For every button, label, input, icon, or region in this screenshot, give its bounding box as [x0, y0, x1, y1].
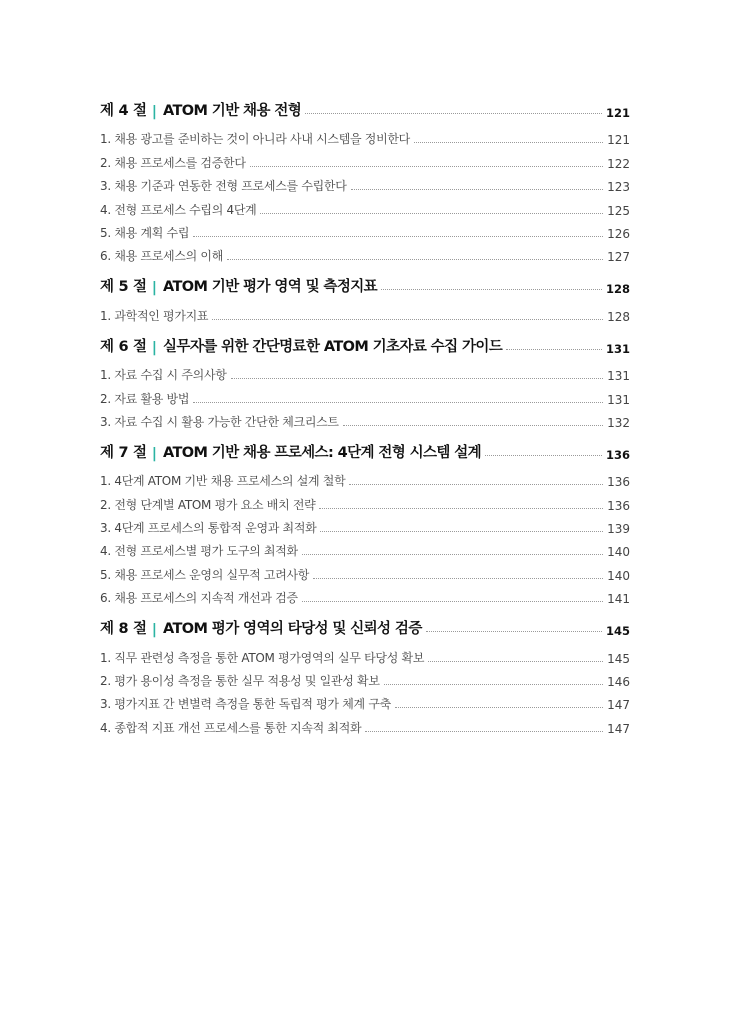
toc-entry[interactable]: [100, 536, 630, 559]
entry-page-number: 127: [607, 250, 630, 265]
entry-title: 5. 채용 프로세스 운영의 실무적 고려사항: [100, 567, 310, 582]
dot-leader: [231, 378, 604, 379]
dot-leader: [250, 166, 603, 167]
section-7-heading[interactable]: [100, 436, 630, 462]
toc-entry[interactable]: [100, 383, 630, 406]
section-label: 제 4 절: [100, 103, 147, 119]
toc-entry[interactable]: [100, 300, 630, 323]
entry-page-number: 136: [607, 498, 630, 513]
dot-leader: [319, 508, 603, 509]
section-label: 제 6 절: [100, 338, 147, 355]
entry-title: 3. 채용 기준과 연동한 전형 프로세스를 수립한다: [100, 179, 347, 194]
section-title: 실무자를 위한 간단명료한 ATOM 기초자료 수집 가이드: [163, 338, 503, 355]
section-page-number: 121: [605, 106, 630, 120]
entry-page-number: 146: [607, 675, 630, 690]
toc-entry[interactable]: [100, 666, 630, 689]
section-label: 제 8 절: [100, 621, 147, 638]
entry-page-number: 128: [607, 309, 630, 324]
entry-title: 1. 직무 관련성 측정을 통한 ATOM 평가영역의 실무 타당성 확보: [100, 650, 425, 665]
entry-page-number: 131: [607, 392, 630, 407]
toc-entry[interactable]: [100, 559, 630, 582]
entry-page-number: 140: [607, 545, 630, 560]
entry-page-number: 131: [607, 369, 630, 384]
toc-entry[interactable]: [100, 466, 630, 489]
entry-title: 1. 자료 수집 시 주의사항: [100, 368, 227, 383]
dot-leader: [485, 455, 602, 456]
entry-page-number: 126: [607, 226, 630, 241]
entry-title: 6. 채용 프로세스의 지속적 개선과 검증: [100, 591, 298, 606]
dot-leader: [260, 213, 603, 214]
entry-title: 3. 4단계 프로세스의 통합적 운영과 최적화: [100, 521, 317, 536]
entry-page-number: 147: [607, 721, 630, 736]
dot-leader: [384, 684, 603, 685]
section-divider-bar: |: [151, 445, 157, 462]
entry-title: 1. 4단계 ATOM 기반 채용 프로세스의 설계 철학: [100, 474, 346, 489]
dot-leader: [426, 631, 602, 632]
entry-title: 2. 평가 용이성 측정을 통한 실무 적용성 및 일관성 확보: [100, 674, 380, 689]
section-title: ATOM 기반 채용 프로세스: 4단계 전형 시스템 설계: [163, 444, 482, 461]
entry-page-number: 122: [607, 156, 630, 171]
dot-leader: [313, 578, 603, 579]
entry-title: 6. 채용 프로세스의 이해: [100, 249, 224, 264]
dot-leader: [395, 707, 603, 708]
section-5-heading[interactable]: [100, 270, 630, 296]
entry-page-number: 136: [607, 475, 630, 490]
toc-entry[interactable]: [100, 583, 630, 606]
section-8-heading[interactable]: [100, 612, 630, 638]
toc-entry[interactable]: [100, 147, 630, 170]
entry-page-number: 141: [607, 592, 630, 607]
section-title: ATOM 기반 평가 영역 및 측정지표: [163, 279, 378, 296]
entry-title: 4. 종합적 지표 개선 프로세스를 통한 지속적 최적화: [100, 720, 362, 735]
toc-entry[interactable]: [100, 642, 630, 665]
toc-entry[interactable]: [100, 360, 630, 383]
entry-page-number: 139: [607, 522, 630, 537]
dot-leader: [212, 319, 603, 320]
toc-entry[interactable]: [100, 194, 630, 217]
toc-entry[interactable]: [100, 712, 630, 735]
entry-page-number: 132: [607, 415, 630, 430]
entry-title: 1. 채용 광고를 준비하는 것이 아니라 사내 시스템을 정비한다: [100, 132, 410, 147]
entry-title: 2. 자료 활용 방법: [100, 391, 190, 406]
toc-entry[interactable]: [100, 241, 630, 264]
entry-page-number: 145: [607, 651, 630, 666]
entry-title: 2. 채용 프로세스를 검증한다: [100, 155, 246, 170]
toc-entry[interactable]: [100, 489, 630, 512]
dot-leader: [302, 554, 603, 555]
entry-title: 4. 전형 프로세스 수립의 4단계: [100, 202, 257, 217]
entry-title: 5. 채용 계획 수립: [100, 225, 190, 240]
section-divider-bar: |: [151, 622, 157, 639]
toc-entry[interactable]: [100, 689, 630, 712]
dot-leader: [351, 189, 604, 190]
dot-leader: [227, 259, 603, 260]
section-label: 제 7 절: [100, 444, 147, 461]
dot-leader: [349, 484, 603, 485]
section-page-number: 128: [605, 282, 630, 297]
section-divider-bar: |: [151, 280, 157, 297]
dot-leader: [428, 661, 603, 662]
toc-entry[interactable]: [100, 124, 630, 147]
dot-leader: [320, 531, 603, 532]
section-title: ATOM 기반 채용 전형: [163, 103, 302, 119]
entry-title: 1. 과학적인 평가지표: [100, 308, 209, 323]
entry-title: 3. 평가지표 간 변별력 측정을 통한 독립적 평가 체계 구축: [100, 697, 391, 712]
dot-leader: [302, 601, 603, 602]
dot-leader: [305, 113, 602, 114]
section-page-number: 136: [605, 447, 630, 462]
toc-entry[interactable]: [100, 513, 630, 536]
entry-page-number: 147: [607, 698, 630, 713]
section-page-number: 131: [605, 341, 630, 356]
dot-leader: [381, 289, 602, 290]
dot-leader: [414, 142, 603, 143]
entry-page-number: 123: [607, 180, 630, 195]
section-page-number: 145: [605, 624, 630, 639]
entry-page-number: 140: [607, 568, 630, 583]
section-divider-bar: |: [151, 104, 157, 120]
section-title: ATOM 평가 영역의 타당성 및 신뢰성 검증: [163, 621, 422, 638]
toc-entry[interactable]: [100, 218, 630, 241]
section-6-heading[interactable]: [100, 330, 630, 356]
entry-title: 3. 자료 수집 시 활용 가능한 간단한 체크리스트: [100, 414, 339, 429]
toc-entry[interactable]: [100, 407, 630, 430]
entry-page-number: 125: [607, 203, 630, 218]
section-divider-bar: |: [151, 339, 157, 356]
dot-leader: [193, 236, 603, 237]
table-of-contents: [100, 94, 630, 736]
section-4-heading[interactable]: [100, 94, 630, 120]
dot-leader: [193, 402, 603, 403]
dot-leader: [343, 425, 603, 426]
toc-entry[interactable]: [100, 171, 630, 194]
dot-leader: [506, 349, 602, 350]
entry-title: 2. 전형 단계별 ATOM 평가 요소 배치 전략: [100, 497, 316, 512]
section-label: 제 5 절: [100, 279, 147, 296]
entry-title: 4. 전형 프로세스별 평가 도구의 최적화: [100, 544, 298, 559]
dot-leader: [365, 731, 603, 732]
entry-page-number: 121: [607, 133, 630, 148]
